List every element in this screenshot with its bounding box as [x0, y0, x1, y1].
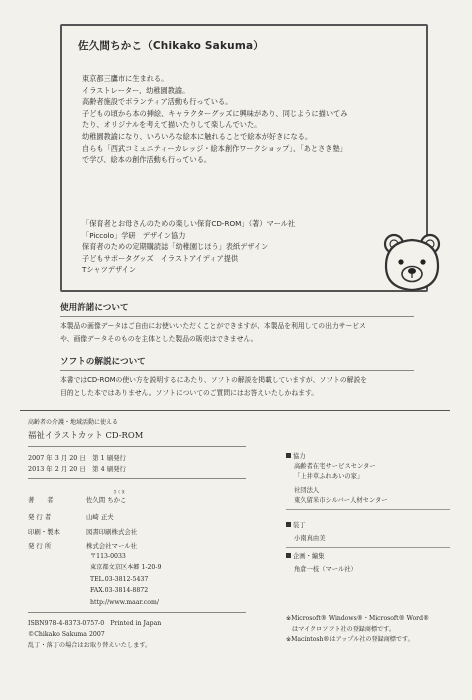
copyright-line: ©Chikako Sakuma 2007	[28, 631, 105, 639]
colophon-title: 福祉イラストカット CD-ROM	[28, 430, 144, 440]
publisher-address	[90, 551, 161, 608]
edition-line: 2007 年 3 月 20 日 第 1 刷発行	[28, 454, 126, 462]
staff-label: 著 者	[28, 496, 54, 504]
isbn-notes	[28, 618, 161, 652]
square-bullet-icon	[286, 453, 291, 458]
replacement-note: 乱丁・落丁の場合はお取り替えいたします。	[28, 642, 152, 650]
address-line: 東京都文京区本郷 1-20-9	[90, 564, 162, 572]
trademark-line: ※Macintosh®はアップル社の登録商標です。	[286, 636, 414, 643]
license-rule	[60, 316, 414, 317]
editions-rule	[28, 478, 246, 479]
credit-line: 小南真由美	[294, 535, 326, 543]
bio-line: 幼稚園教諭になり、いろいろな絵本に触れることで絵本が好きになる。	[82, 131, 313, 141]
credit-planning	[286, 552, 462, 575]
bio-line: イラストレーター、幼稚園教諭。	[82, 85, 190, 95]
software-line: 目的とした本ではありません。ソフトについてのご質問にはお答えいたしかねます。	[60, 388, 319, 397]
address-line: 〒113-0033	[90, 553, 126, 560]
edition-line: 2013 年 2 月 20 日 第 4 刷発行	[28, 464, 126, 473]
works-line: Tシャツデザイン	[82, 265, 137, 275]
credit-head: 協力	[293, 453, 306, 460]
bio-line: 子どもの頃から本の挿絵、キャラクターグッズに興味があり、同じように描いてみ	[82, 108, 348, 118]
author-works	[82, 218, 427, 276]
software-heading: ソフトの解説について	[60, 357, 146, 367]
isbn-line: ISBN978-4-8373-0757-0 Printed in Japan	[28, 620, 162, 627]
works-line: 保育者のための定期購読誌「幼稚園じほう」表紙デザイン	[82, 242, 269, 252]
author-name: 佐久間ちかこ（Chikako Sakuma）	[78, 40, 264, 52]
author-bio	[82, 73, 427, 166]
colophon-subtitle: 高齢者の介護・地域活動に使える	[28, 419, 119, 426]
trademark-notes	[286, 614, 466, 646]
credit-cooperation	[286, 452, 462, 510]
staff-label: 印刷・製本	[28, 528, 60, 536]
address-line: TEL.03-3812-5437	[90, 575, 149, 583]
colophon-title-rule	[28, 446, 246, 447]
colophon-divider	[20, 410, 450, 411]
bio-line: で学び、絵本の創作活動も行っている。	[82, 155, 212, 165]
trademark-line: はマイクロソフト社の登録商標です。	[292, 625, 395, 633]
address-line: FAX.03-3814-8872	[90, 587, 149, 595]
license-line: 本製品の画像データはご自由にお使いいただくことができますが、本製品を利用しての出力サービス	[60, 322, 366, 330]
license-body	[60, 320, 420, 345]
bear-illustration	[380, 228, 444, 292]
author-profile-box	[60, 24, 428, 292]
software-rule	[60, 370, 414, 371]
credit-head: 装丁	[293, 522, 306, 529]
square-bullet-icon	[286, 522, 291, 527]
credit-rule	[286, 509, 450, 510]
furigana: さくま	[113, 489, 125, 494]
credit-line: 角倉一枝（マール社）	[294, 566, 357, 574]
software-line: 本書ではCD-ROMの使い方を説明するにあたり、ソフトの解説を掲載していますが、ソフトの解説を	[60, 376, 368, 384]
address-line: http://www.maar.com/	[90, 598, 159, 606]
works-line: 「Piccolo」学研 デザイン協力	[82, 230, 186, 240]
staff-value: 株式会社マール社	[86, 542, 137, 550]
works-line: 子どもサポータグッズ イラストアイディア提供	[82, 253, 239, 263]
edition-dates	[28, 453, 126, 474]
license-line: や、画像データそのものを主体とした製品の販売はできません。	[60, 334, 258, 343]
staff-value: 図書印刷株式会社	[86, 528, 138, 536]
square-bullet-icon	[286, 553, 291, 558]
works-line: 「保育者とお母さんのための楽しい保育CD-ROM」（著）マール社	[82, 219, 296, 228]
bio-line: 高齢者施設でボランティア活動も行っている。	[82, 97, 233, 107]
bio-line: たり、オリジナルを考えて描いたりして楽しんでいた。	[82, 120, 262, 130]
trademark-line: ※Microsoft® Windows®・Microsoft® Word®	[286, 615, 430, 622]
license-heading: 使用許諾について	[60, 303, 129, 313]
credit-rule	[286, 547, 450, 548]
credit-line: 高齢者在宅サービスセンター	[294, 463, 376, 471]
staff-label: 発 行 所	[28, 542, 52, 550]
credit-binding	[286, 521, 462, 548]
bio-line: 自らも「西武コミュニティーカレッジ・絵本創作ワークショップ」、「あとさき塾」	[82, 143, 347, 153]
staff-value: 山崎 正夫	[86, 513, 114, 521]
credit-head: 企画・編集	[293, 553, 325, 560]
address-rule	[28, 612, 246, 613]
staff-value: 佐久間 ちかこ	[86, 496, 127, 504]
bio-line: 東京都三鷹市に生まれる。	[82, 74, 169, 83]
credit-line: 東久留米市シルバー人材センター	[294, 496, 388, 504]
credit-line: 「上井草ふれあいの家」	[294, 473, 364, 481]
software-body	[60, 374, 420, 399]
staff-label: 発 行 者	[28, 513, 52, 521]
credit-line: 社団法人	[294, 486, 320, 494]
